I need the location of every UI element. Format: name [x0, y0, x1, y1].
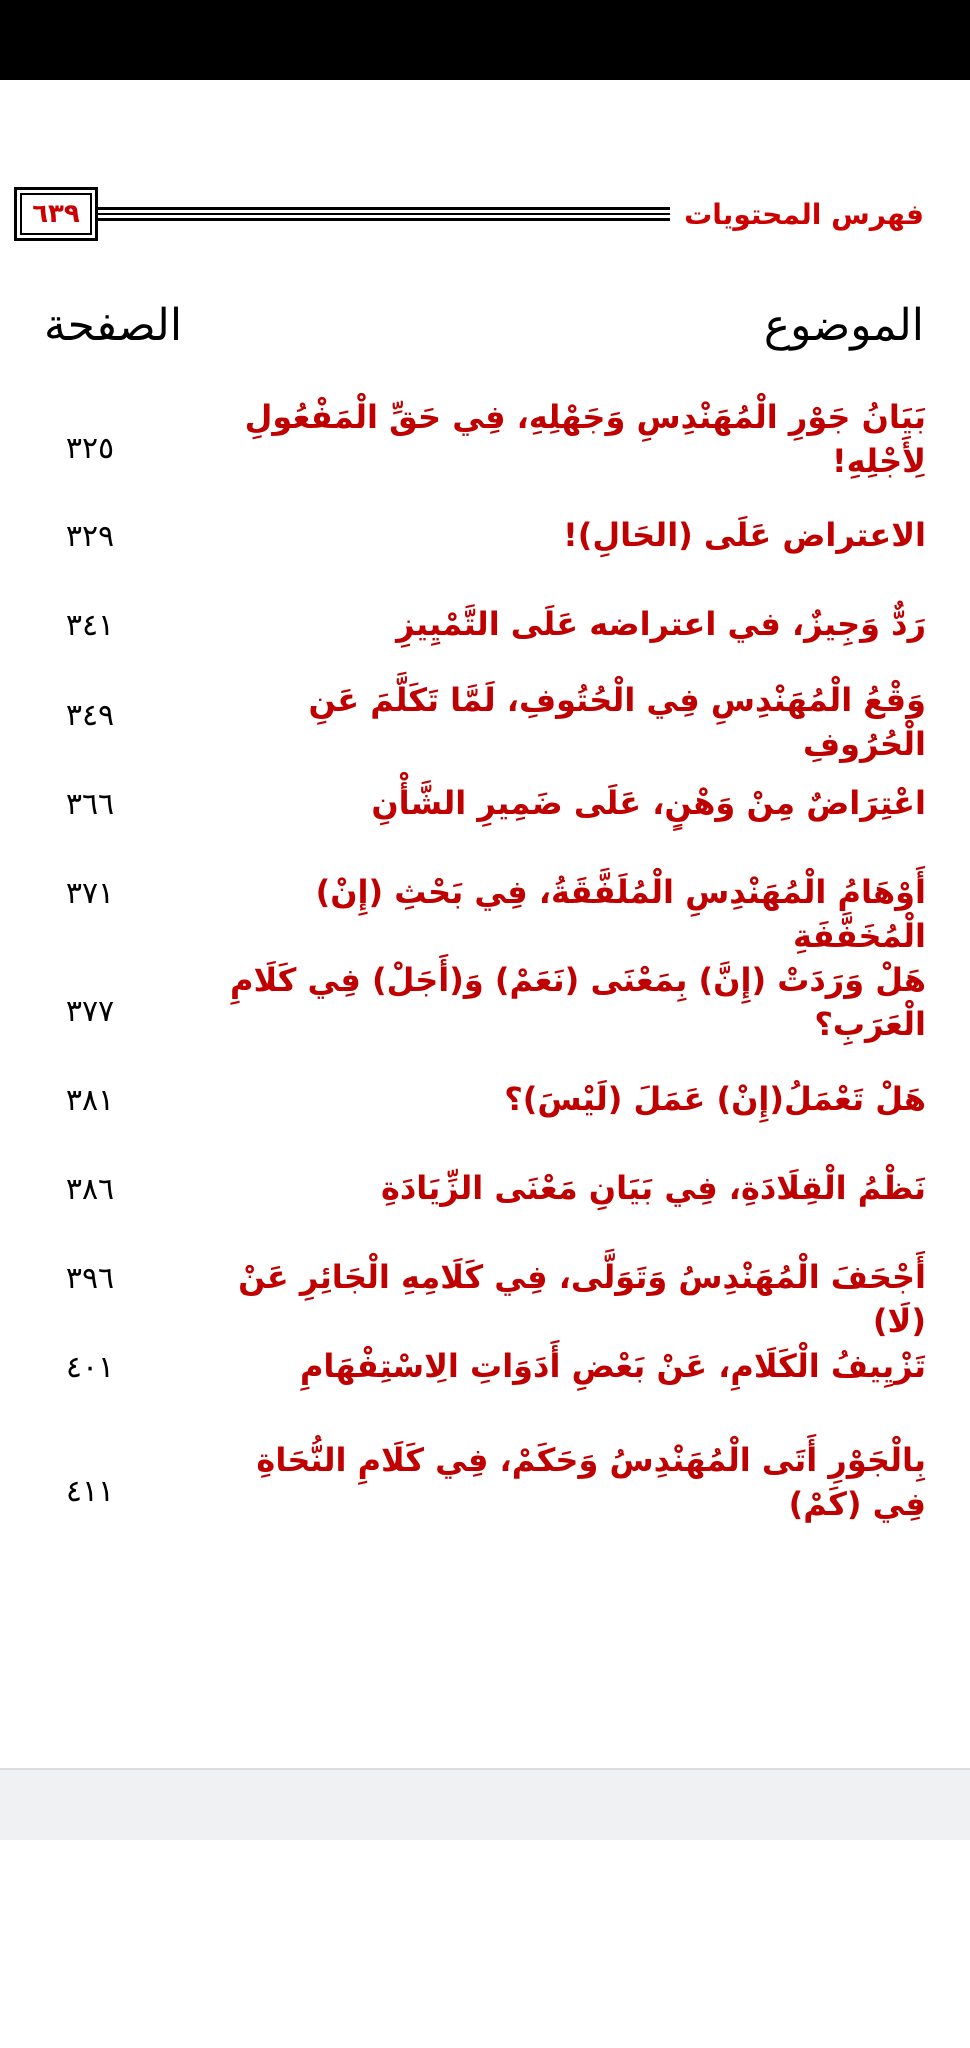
toc-entry-page: ٤١١ [65, 1474, 115, 1509]
toc-entry-title: أَجْحَفَ الْمُهَنْدِسُ وَتَوَلَّى، فِي كَلَامِهِ الْجَائِرِ عَنْ (لَا) [238, 1258, 926, 1340]
page-column-heading: الصفحة [44, 299, 183, 351]
toc-entry-title: اعْتِرَاضٌ مِنْ وَهْنٍ، عَلَى ضَمِيرِ الشَّأْنِ [371, 784, 926, 822]
page-header [14, 184, 924, 244]
toc-entry-title: نَظْمُ الْقِلَادَةِ، فِي بَيَانِ مَعْنَى الزِّيَادَةِ [380, 1169, 926, 1207]
section-title: فهرس المحتويات [684, 197, 924, 231]
toc-entry-page: ٣٨١ [65, 1083, 115, 1118]
toc-entry-page: ٣٩٦ [65, 1261, 115, 1296]
page-number-box [14, 187, 98, 241]
toc-entry-title: وَقْعُ الْمُهَنْدِسِ فِي الْحُتُوفِ، لَمَّا تَكَلَّمَ عَنِ الْحُرُوفِ [308, 681, 926, 763]
page-number: ٦٣٩ [32, 199, 80, 229]
toc-entry-page: ٣٧١ [65, 876, 115, 911]
toc-entry-title: بِالْجَوْرِ أَتَى الْمُهَنْدِسُ وَحَكَمْ، فِي كَلَامِ النُّحَاةِ فِي (كَمْ) [256, 1441, 926, 1523]
toc-entry-page: ٣٢٥ [65, 431, 115, 466]
toc-entry-title: تَزْيِيفُ الْكَلَامِ، عَنْ بَعْضِ أَدَوَاتِ الِاسْتِفْهَامِ [299, 1347, 926, 1385]
toc-entry-page: ٣٢٩ [65, 519, 115, 554]
toc-entry-page: ٣٤٩ [65, 698, 115, 733]
toc-entry-title: رَدٌّ وَجِيزٌ، في اعتراضه عَلَى التَّمْيِيزِ [396, 605, 926, 643]
toc-entry-page: ٤٠١ [65, 1350, 115, 1385]
status-bar [0, 0, 970, 80]
toc-entry-title: بَيَانُ جَوْرِ الْمُهَنْدِسِ وَجَهْلِهِ، فِي حَقِّ الْمَفْعُولِ لِأَجْلِهِ! [244, 398, 926, 480]
toc-entry-title: هَلْ وَرَدَتْ (إِنَّ) بِمَعْنَى (نَعَمْ) وَ(أَجَلْ) فِي كَلَامِ الْعَرَبِ؟ [230, 961, 926, 1043]
toc-entry-page: ٣٧٧ [65, 994, 115, 1029]
topic-column-heading: الموضوع [763, 299, 924, 351]
toc-entry-title: الاعتراض عَلَى (الحَالِ)! [563, 516, 926, 554]
toc-entry-title: هَلْ تَعْمَلُ(إِنْ) عَمَلَ (لَيْسَ)؟ [504, 1080, 926, 1118]
toc-entry-page: ٣٨٦ [65, 1172, 115, 1207]
header-rule [98, 207, 670, 221]
toc-entry-page: ٣٦٦ [65, 787, 115, 822]
column-headings [44, 290, 924, 360]
toc-entry-title: أَوْهَامُ الْمُهَنْدِسِ الْمُلَفَّقَةُ، فِي بَحْثِ (إِنْ) الْمُخَفَّفَةِ [315, 873, 926, 955]
toc-entry-page: ٣٤١ [65, 608, 115, 643]
bottom-panel [0, 1768, 970, 1840]
